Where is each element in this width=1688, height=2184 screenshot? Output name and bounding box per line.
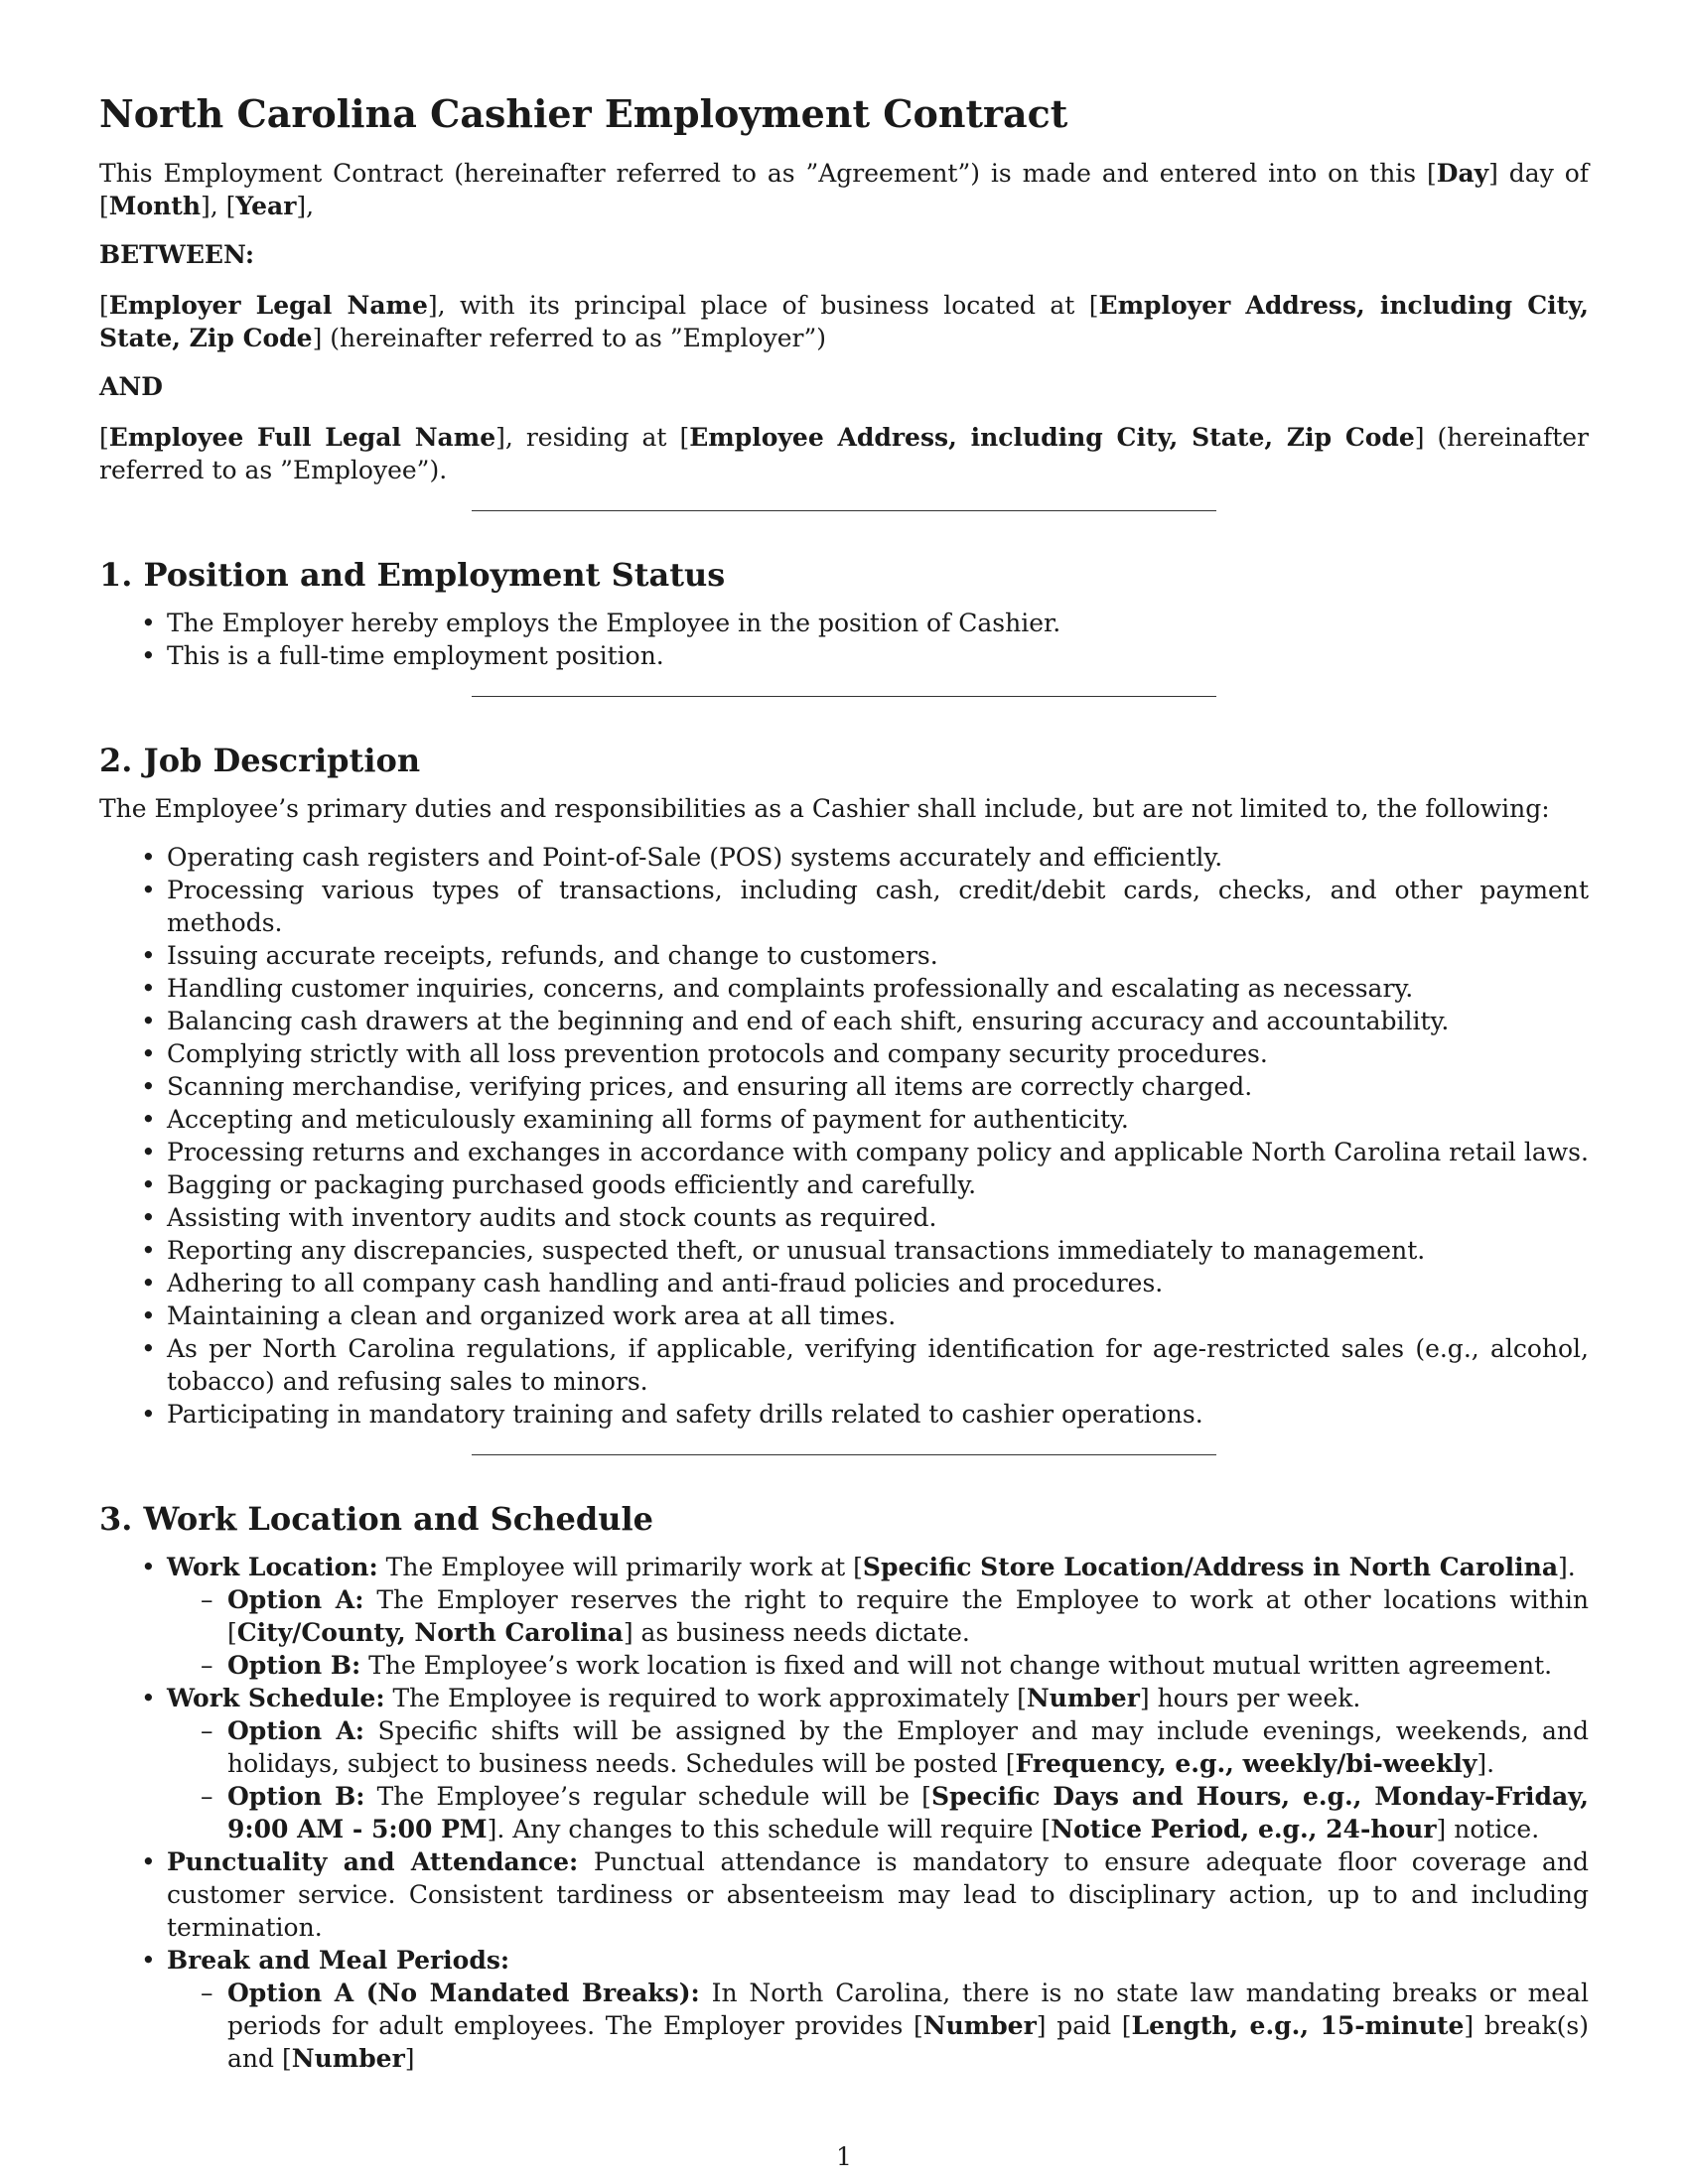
employee-paragraph: [Employee Full Legal Name], residing at [Employee Address, including City, State, Zip Code] (hereinafter referred to as ”Employee”). bbox=[99, 423, 1589, 484]
month-placeholder: Month bbox=[108, 192, 202, 220]
list-item: • Complying strictly with all loss prevention protocols and company security procedures. bbox=[167, 1037, 1589, 1070]
section-2-heading: 2. Job Description bbox=[99, 742, 421, 779]
break-length-placeholder: Length, e.g., 15-minute bbox=[1131, 2011, 1465, 2040]
and-label: AND bbox=[99, 372, 163, 401]
section-divider bbox=[472, 1454, 1216, 1455]
employer-address-placeholder: Employer Address, including City, State, Zip Code bbox=[99, 291, 1590, 352]
list-item: • Processing returns and exchanges in accordance with company policy and applicable North Carolina retail laws. bbox=[167, 1136, 1589, 1168]
list-item: • Maintaining a clean and organized work area at all times. bbox=[167, 1299, 1589, 1332]
meal-count-placeholder: Number bbox=[291, 2044, 405, 2073]
frequency-placeholder: Frequency, e.g., weekly/bi-weekly bbox=[1015, 1749, 1477, 1778]
city-county-placeholder: City/County, North Carolina bbox=[236, 1618, 624, 1647]
document-page bbox=[99, 79, 1589, 2081]
days-hours-placeholder: Specific Days and Hours, e.g., Monday-Friday, 9:00 AM - 5:00 PM bbox=[227, 1782, 1589, 1843]
list-item: • Scanning merchandise, verifying prices, and ensuring all items are correctly charged. bbox=[167, 1070, 1589, 1103]
option-a-item: – Option A (No Mandated Breaks): In North Carolina, there is no state law mandating breaks or meal periods for adult employees. The Employer provides [Number] paid [Length, e.g., 15-minute] break(s) and [Number] bbox=[227, 1977, 1589, 2075]
option-b-item: – Option B: The Employee’s work location is fixed and will not change without mutual written agreement. bbox=[227, 1649, 1589, 1682]
list-item: • Adhering to all company cash handling and anti-fraud policies and procedures. bbox=[167, 1267, 1589, 1299]
list-item: • This is a full-time employment position. bbox=[167, 639, 1589, 672]
notice-period-placeholder: Notice Period, e.g., 24-hour bbox=[1051, 1815, 1437, 1843]
store-location-placeholder: Specific Store Location/Address in North Carolina bbox=[862, 1553, 1559, 1581]
work-schedule-item: • Work Schedule: The Employee is required to work approximately [Number] hours per week. – Option A: Specific shifts will be assigned by the Employer and may include evenings, weekends, and holidays, subject to business needs. Schedules will be posted [Frequency, e.g., weekly/bi-weekly]. – Option B: The Employee’s regular schedule will be [Specific Days and Hours, e.g., Monday-Friday, 9:00 AM - 5:00 PM]. Any changes to this schedule will require [Notice Period, e.g., 24-hour] notice. bbox=[167, 1682, 1589, 1845]
section-2-list bbox=[99, 841, 1589, 1431]
section-3-heading: 3. Work Location and Schedule bbox=[99, 1500, 654, 1538]
section-1-list bbox=[99, 607, 1589, 672]
option-a-item: – Option A: The Employer reserves the right to require the Employee to work at other locations within [City/County, North Carolina] as business needs dictate. bbox=[227, 1583, 1589, 1649]
between-label: BETWEEN: bbox=[99, 240, 255, 269]
day-placeholder: Day bbox=[1436, 159, 1489, 188]
list-item: • Participating in mandatory training and safety drills related to cashier operations. bbox=[167, 1398, 1589, 1431]
work-location-options bbox=[167, 1583, 1589, 1682]
section-3-list bbox=[99, 1551, 1589, 2075]
break-count-placeholder: Number bbox=[922, 2011, 1037, 2040]
employer-paragraph: [Employer Legal Name], with its principal place of business located at [Employer Address, including City, State, Zip Code] (hereinafter referred to as ”Employer”) bbox=[99, 291, 1590, 352]
work-location-item: • Work Location: The Employee will primarily work at [Specific Store Location/Address in North Carolina]. – Option A: The Employer reserves the right to require the Employee to work at other locations within [City/County, North Carolina] as business needs dictate. – Option B: The Employee’s work location is fixed and will not change without mutual written agreement. bbox=[167, 1551, 1589, 1682]
employee-name-placeholder: Employee Full Legal Name bbox=[108, 423, 496, 452]
option-a-item: – Option A: Specific shifts will be assigned by the Employer and may include evenings, weekends, and holidays, subject to business needs. Schedules will be posted [Frequency, e.g., weekly/bi-weekly]. bbox=[227, 1714, 1589, 1780]
list-item: • Bagging or packaging purchased goods efficiently and carefully. bbox=[167, 1168, 1589, 1201]
list-item: • Assisting with inventory audits and stock counts as required. bbox=[167, 1201, 1589, 1234]
option-b-item: – Option B: The Employee’s regular schedule will be [Specific Days and Hours, e.g., Monday-Friday, 9:00 AM - 5:00 PM]. Any changes to this schedule will require [Notice Period, e.g., 24-hour] notice. bbox=[227, 1780, 1589, 1845]
list-item: • Reporting any discrepancies, suspected theft, or unusual transactions immediately to management. bbox=[167, 1234, 1589, 1267]
section-2-intro: The Employee’s primary duties and responsibilities as a Cashier shall include, but are not limited to, the following: bbox=[99, 794, 1550, 823]
section-divider bbox=[472, 696, 1216, 697]
hours-placeholder: Number bbox=[1026, 1684, 1140, 1712]
list-item: • The Employer hereby employs the Employee in the position of Cashier. bbox=[167, 607, 1589, 639]
list-item: • Handling customer inquiries, concerns, and complaints professionally and escalating as necessary. bbox=[167, 972, 1589, 1005]
section-1-heading: 1. Position and Employment Status bbox=[99, 556, 726, 594]
page-number: 1 bbox=[836, 2142, 852, 2171]
section-divider bbox=[472, 510, 1216, 511]
punctuality-item: • Punctuality and Attendance: Punctual attendance is mandatory to ensure adequate floor coverage and customer service. Consistent tardiness or absenteeism may lead to disciplinary action, up to and including termination. bbox=[167, 1845, 1589, 1944]
list-item: • Issuing accurate receipts, refunds, and change to customers. bbox=[167, 939, 1589, 972]
work-schedule-options bbox=[167, 1714, 1589, 1845]
year-placeholder: Year bbox=[235, 192, 297, 220]
intro-paragraph: This Employment Contract (hereinafter referred to as ”Agreement”) is made and entered into on this [Day] day of [Month], [Year], bbox=[99, 159, 1589, 220]
list-item: • Accepting and meticulously examining all forms of payment for authenticity. bbox=[167, 1103, 1589, 1136]
employee-address-placeholder: Employee Address, including City, State, Zip Code bbox=[689, 423, 1415, 452]
list-item: • Operating cash registers and Point-of-Sale (POS) systems accurately and efficiently. bbox=[167, 841, 1589, 874]
employer-name-placeholder: Employer Legal Name bbox=[108, 291, 428, 320]
document-title: North Carolina Cashier Employment Contract bbox=[99, 91, 1068, 136]
breaks-item: • Break and Meal Periods: – Option A (No Mandated Breaks): In North Carolina, there is no state law mandating breaks or meal periods for adult employees. The Employer provides [Number] paid [Length, e.g., 15-minute] break(s) and [Number] bbox=[167, 1944, 1589, 2075]
list-item: • As per North Carolina regulations, if applicable, verifying identification for age-restricted sales (e.g., alcohol, tobacco) and refusing sales to minors. bbox=[167, 1332, 1589, 1398]
breaks-options bbox=[167, 1977, 1589, 2075]
list-item: • Processing various types of transactions, including cash, credit/debit cards, checks, and other payment methods. bbox=[167, 874, 1589, 939]
list-item: • Balancing cash drawers at the beginning and end of each shift, ensuring accuracy and accountability. bbox=[167, 1005, 1589, 1037]
